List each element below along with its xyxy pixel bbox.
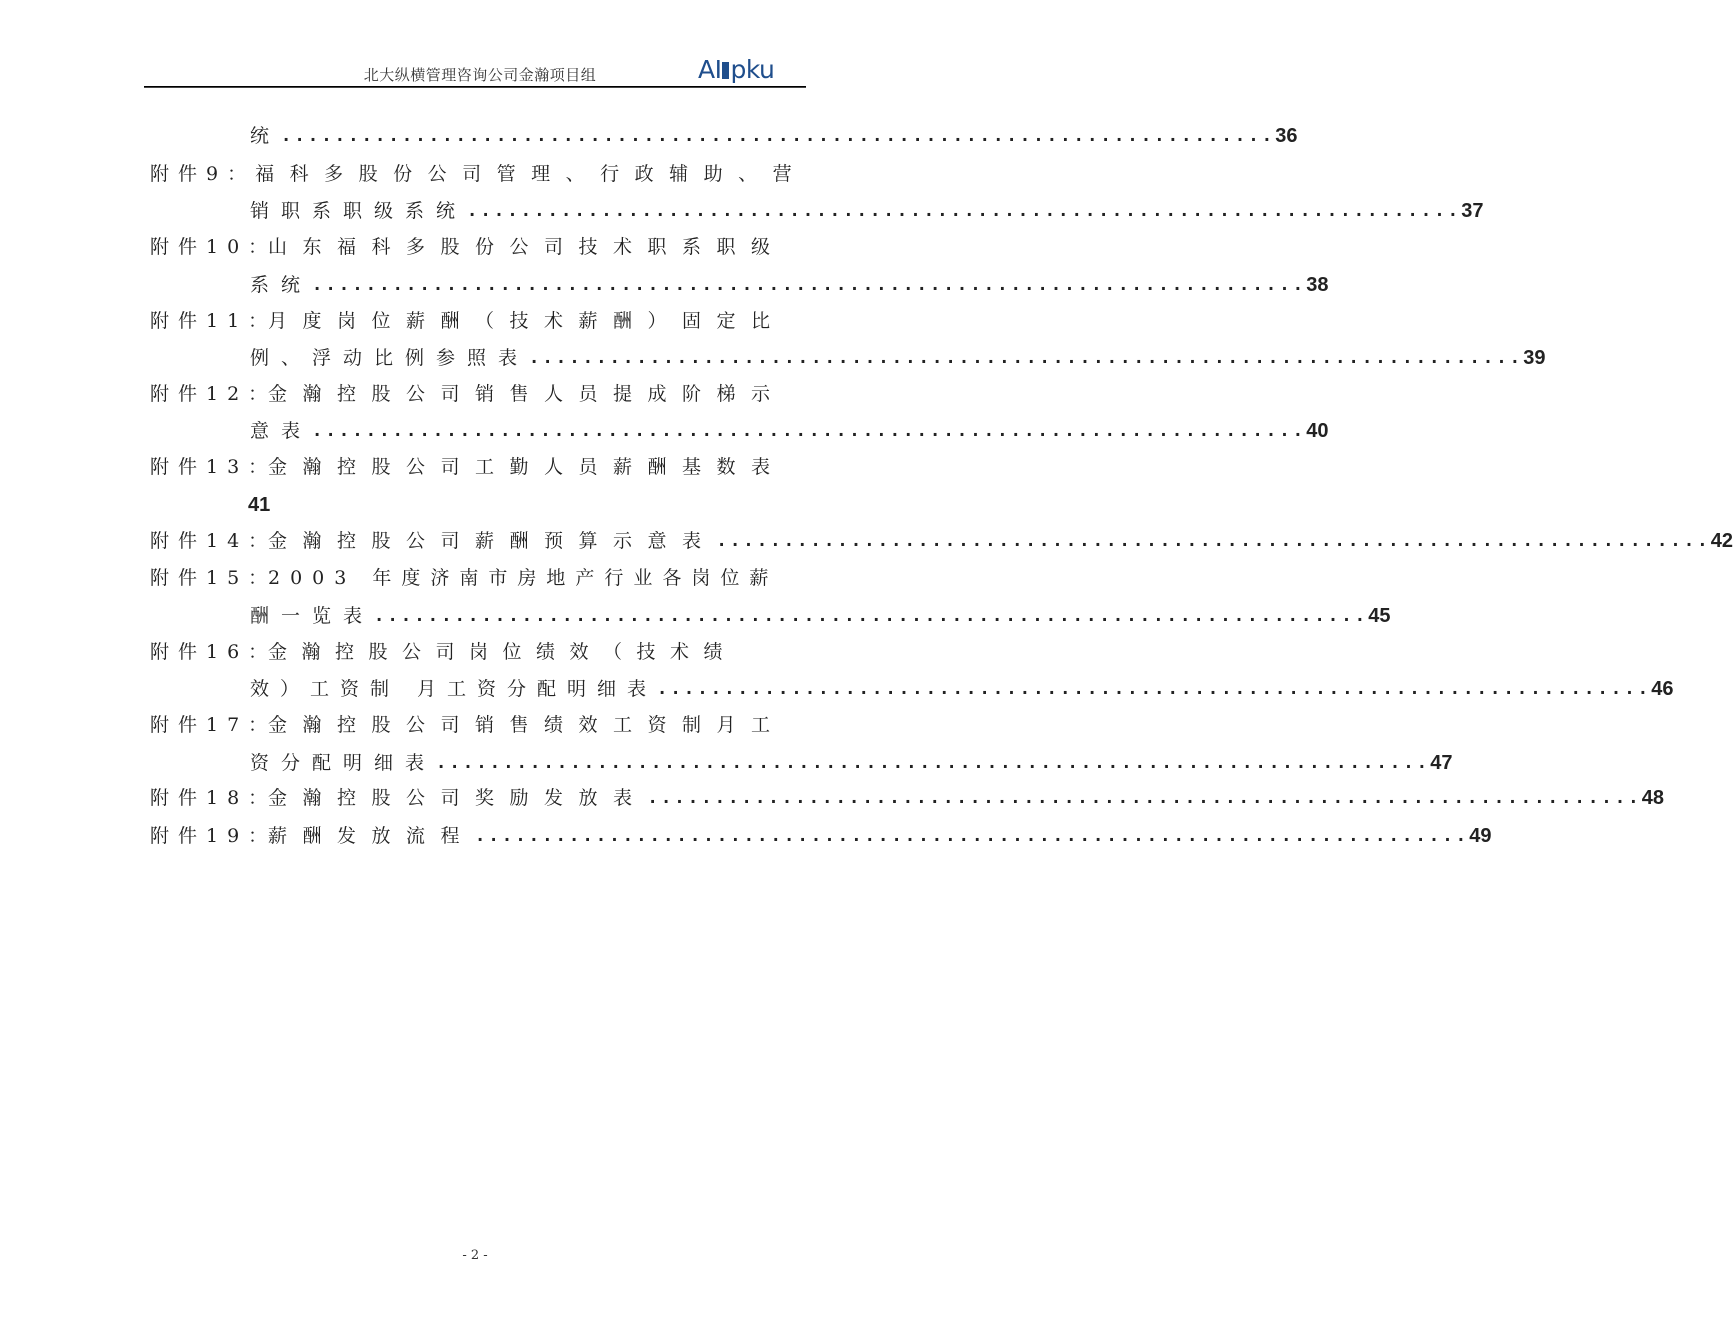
- toc-entry-label: 附件18：: [150, 787, 277, 809]
- toc-entry-17-line1[interactable]: [150, 710, 791, 740]
- toc-entry-18-line1[interactable]: [150, 783, 1664, 813]
- dot-leader: ..........................................................................: [312, 421, 1307, 441]
- toc-entry-label: 附件17：: [150, 714, 277, 736]
- logo-text-a: AI: [698, 55, 722, 84]
- toc-entry-title: 2003 年度济南市房地产行业各岗位薪: [268, 567, 779, 589]
- toc-entry-title: 山东福科多股份公司技术职系职级: [268, 236, 786, 258]
- page-footer-number: - 2 -: [462, 1248, 488, 1263]
- toc-entry-12-line1[interactable]: [150, 379, 791, 409]
- toc-entry-11-line2[interactable]: [250, 343, 1546, 373]
- toc-entry-title: 金瀚控股公司销售人员提成阶梯示: [268, 383, 786, 405]
- toc-entry-title: 月度岗位薪酬（技术薪酬）固定比: [268, 310, 786, 332]
- toc-entry-16-line2[interactable]: [250, 674, 1674, 704]
- toc-page-number: 36: [1275, 125, 1298, 147]
- toc-entry-title-cont: 销职系职级系统: [250, 200, 468, 222]
- toc-entry-label: 附件15：: [150, 567, 277, 589]
- toc-entry-19-line1[interactable]: [150, 821, 1492, 851]
- toc-entry-title-cont: 效）工资制 月工资分配明细表: [250, 678, 658, 700]
- toc-entry-title: 金瀚控股公司薪酬预算示意表: [268, 530, 717, 552]
- toc-entry-label: 附件13：: [150, 456, 277, 478]
- toc-entry-9-line2[interactable]: [250, 196, 1484, 226]
- dot-leader: ..........................................................................: [647, 788, 1642, 808]
- toc-page-number: 48: [1641, 787, 1664, 809]
- toc-page-number: 45: [1368, 605, 1391, 627]
- toc-page-number: 49: [1469, 825, 1492, 847]
- toc-entry-label: 附件19：: [150, 825, 277, 847]
- toc-entry-title: 金瀚控股公司岗位绩效（技术绩: [268, 641, 738, 663]
- toc-entry-14-line1[interactable]: [150, 526, 1733, 556]
- toc-entry-title-cont: 统: [250, 125, 282, 147]
- toc-page-number: 40: [1306, 420, 1329, 442]
- toc-entry-title: 金瀚控股公司工勤人员薪酬基数表: [268, 456, 786, 478]
- dot-leader: ..........................................................................: [374, 606, 1369, 626]
- dot-leader: ..........................................................................: [312, 275, 1307, 295]
- toc-page-number: 42: [1710, 530, 1733, 552]
- toc-entry-title-cont: 资分配明细表: [250, 752, 437, 774]
- dot-leader: ..........................................................................: [716, 531, 1711, 551]
- toc-entry-title-cont: 例、浮动比例参照表: [250, 347, 530, 369]
- toc-page-number: 38: [1306, 274, 1329, 296]
- dot-leader: ..........................................................................: [281, 126, 1276, 146]
- dot-leader: ..........................................................................: [475, 826, 1470, 846]
- toc-entry-12-line2[interactable]: [250, 416, 1329, 446]
- toc-entry-11-line1[interactable]: [150, 306, 791, 336]
- toc-entry-label: 附件10：: [150, 236, 277, 258]
- toc-page-number: 46: [1651, 678, 1674, 700]
- toc-entry-title: 金瀚控股公司奖励发放表: [268, 787, 648, 809]
- toc-entry-15-line2[interactable]: [250, 601, 1391, 631]
- dot-leader: ..........................................................................: [657, 679, 1652, 699]
- toc-entry-10-line1[interactable]: [150, 232, 791, 262]
- toc-entry-label: 附件16：: [150, 641, 277, 663]
- toc-entry-16-line1[interactable]: [150, 637, 791, 667]
- toc-page-number: 37: [1461, 200, 1484, 222]
- toc-entry-label: 附件9：: [150, 163, 256, 185]
- toc-entry-title-cont: 系统: [250, 274, 313, 296]
- toc-entry-17-line2[interactable]: [250, 748, 1453, 778]
- toc-entry-10-line2[interactable]: [250, 270, 1329, 300]
- toc-entry-9-line1[interactable]: [150, 159, 808, 189]
- toc-entry-13-line2[interactable]: [248, 490, 348, 520]
- dot-leader: ..........................................................................: [436, 753, 1431, 773]
- toc-entry-label: 附件14：: [150, 530, 277, 552]
- toc-entry-0-line2[interactable]: [250, 121, 1298, 151]
- toc-page-number: 39: [1523, 347, 1546, 369]
- toc-entry-title: 薪酬发放流程: [268, 825, 476, 847]
- toc-entry-title: 金瀚控股公司销售绩效工资制月工: [268, 714, 786, 736]
- toc-entry-13-line1[interactable]: [150, 452, 791, 482]
- toc-entry-title-cont: 意表: [250, 420, 313, 442]
- toc-entry-title: 福科多股份公司管理、行政辅助、营: [255, 163, 808, 185]
- toc-entry-title-cont: 酬一览表: [250, 605, 375, 627]
- header-title: 北大纵横管理咨询公司金瀚项目组: [363, 66, 597, 84]
- dot-leader: ..........................................................................: [467, 201, 1462, 221]
- toc-page-number: 47: [1430, 752, 1453, 774]
- dot-leader: ..........................................................................: [529, 348, 1524, 368]
- toc-entry-15-line1[interactable]: [150, 563, 791, 593]
- toc-page-number: 41: [248, 494, 271, 516]
- logo-text-b: pku: [730, 55, 775, 84]
- toc-entry-label: 附件12：: [150, 383, 277, 405]
- toc-entry-label: 附件11：: [150, 310, 277, 332]
